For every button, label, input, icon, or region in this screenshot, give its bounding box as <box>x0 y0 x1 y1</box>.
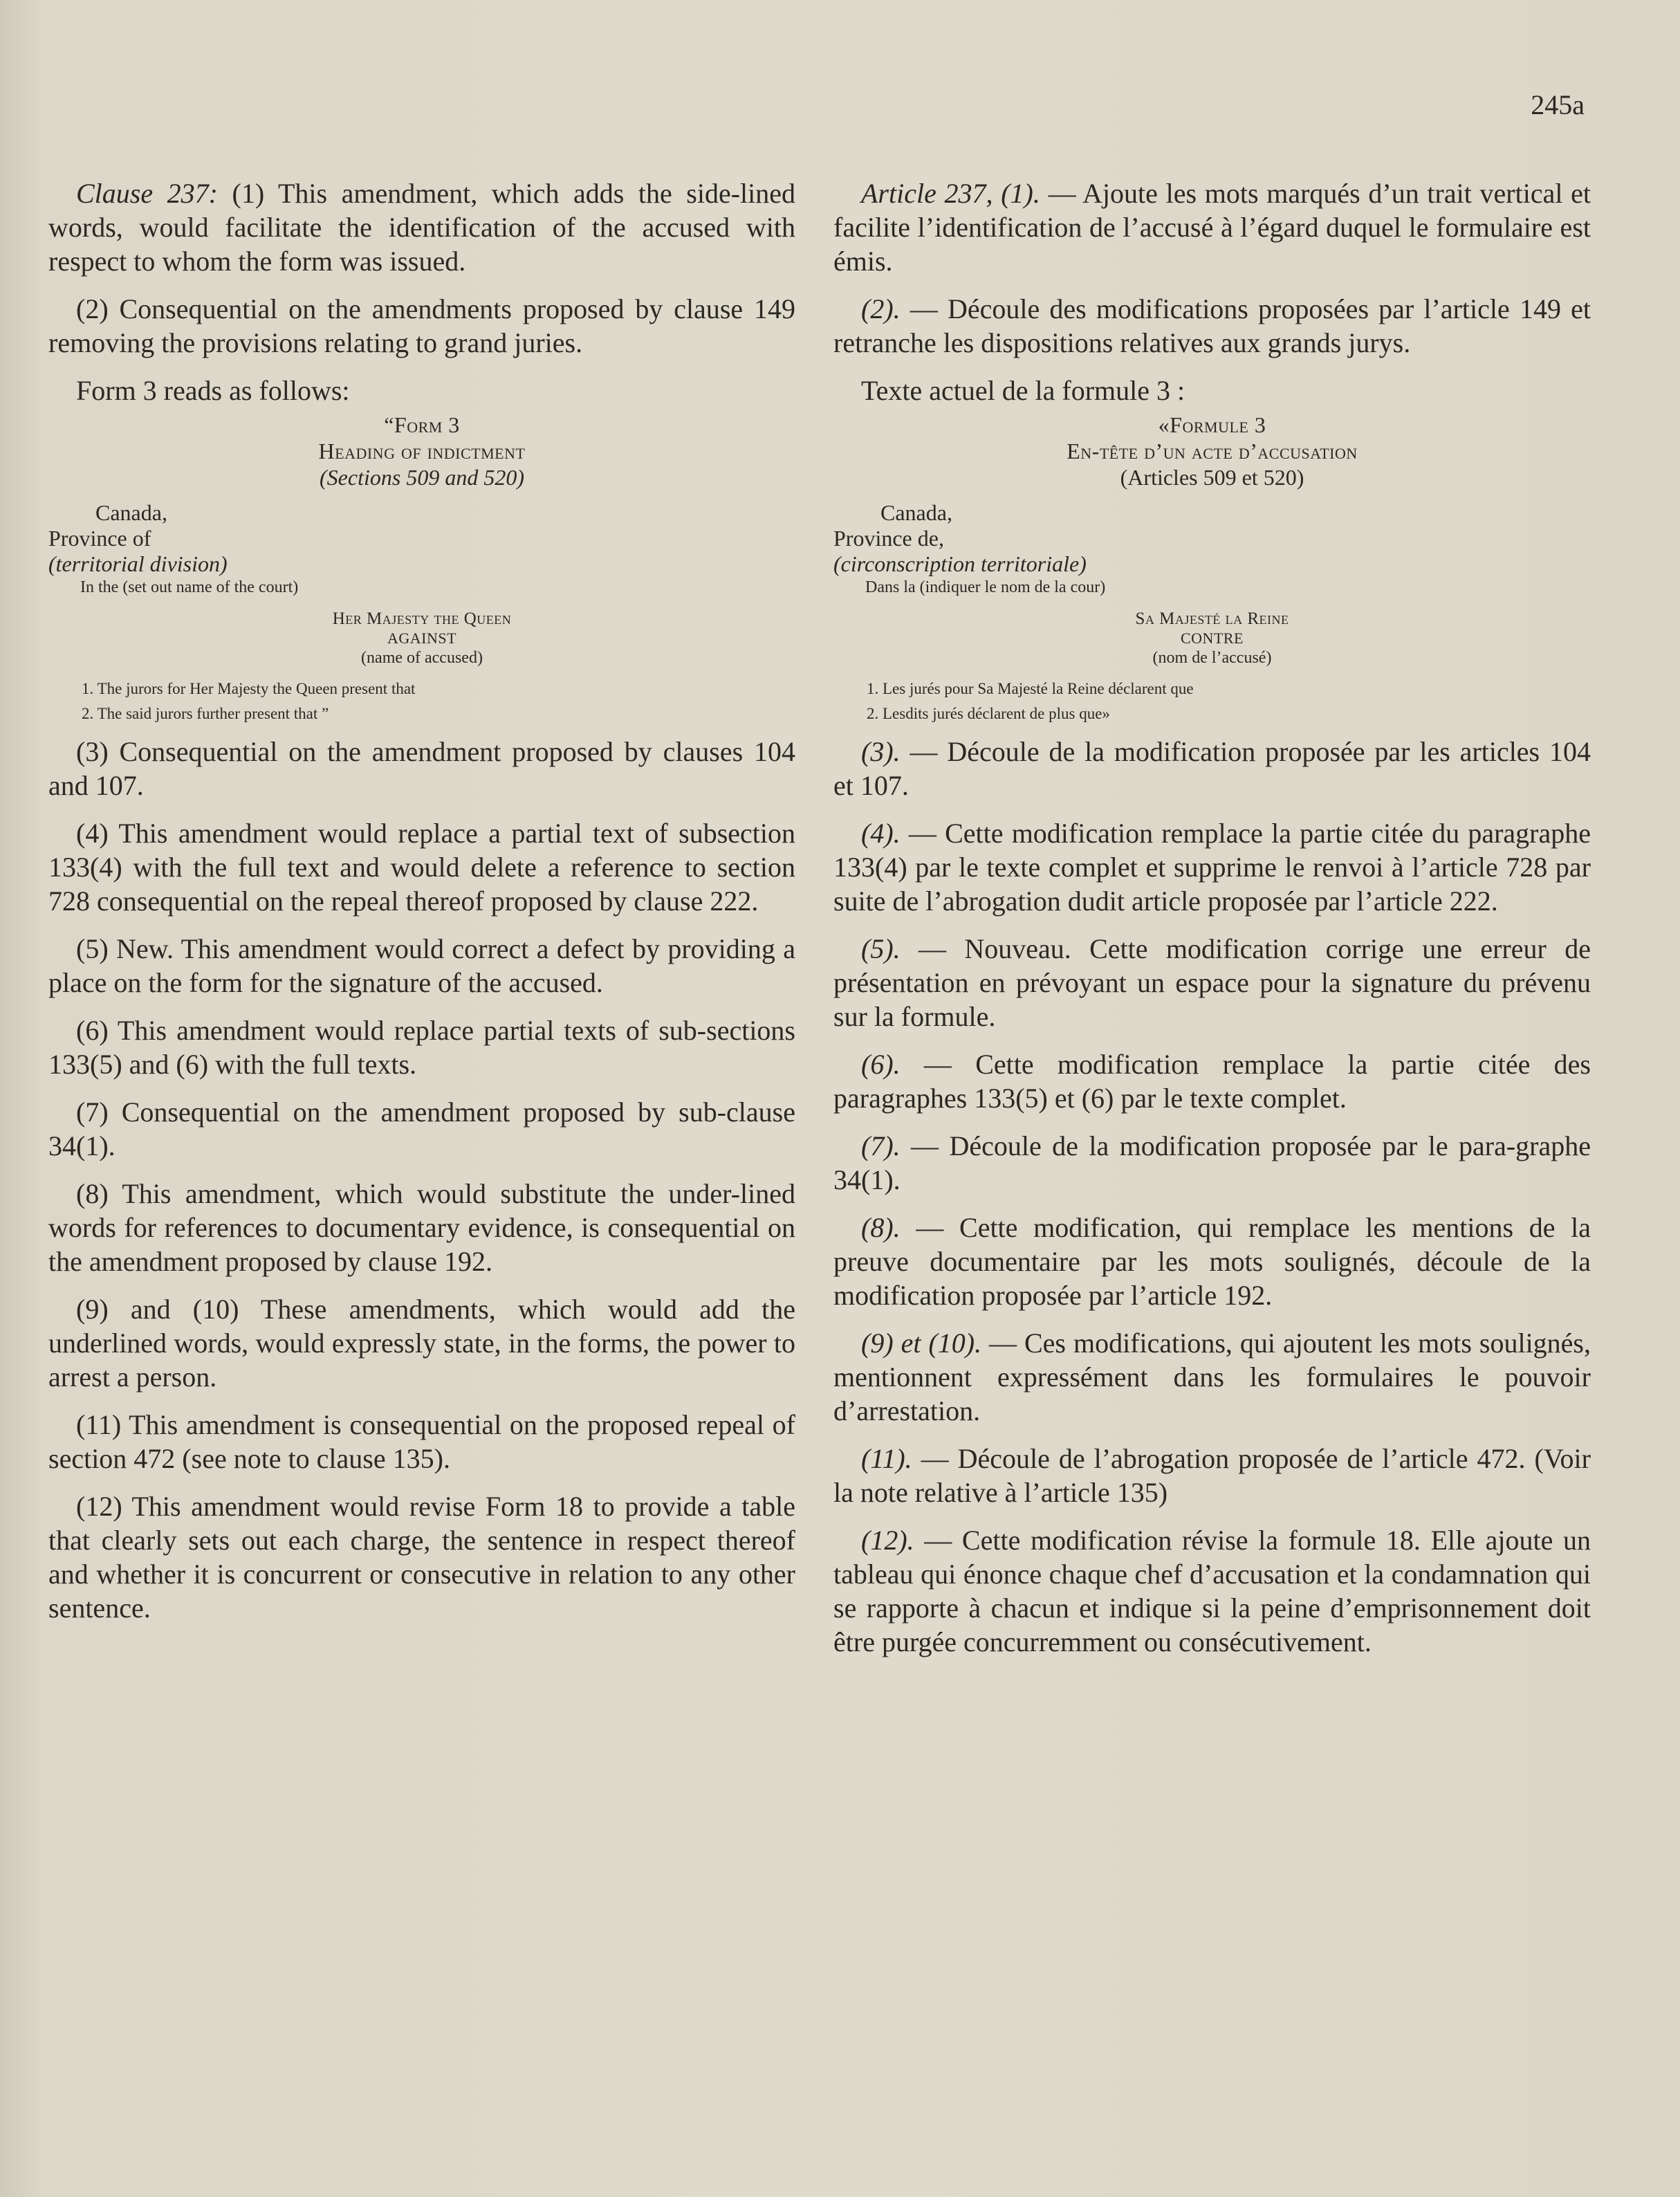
form-address <box>48 500 795 598</box>
form-accused: (name of accused) <box>361 649 483 667</box>
note-12: (12) This amendment would revise Form 18 to provide a table that clearly sets out each charge, the sentence in respect thereof and whether it is concurrent or consecutive in relation to any other sentence. <box>48 1491 795 1624</box>
form-3-quote <box>48 412 795 726</box>
form-intro: Form 3 reads as follows: <box>76 375 350 406</box>
form-sections-fr: (Articles 509 et 520) <box>1120 465 1304 490</box>
page-number: 245a <box>1531 89 1585 120</box>
form-division-fr: (circonscription territoriale) <box>833 551 1087 576</box>
form-province: Province of <box>48 526 151 551</box>
note-2-fr: (2). — Découle des modifications proposées par l’article 149 et retranche les dispositions relatives aux grands jurys. <box>833 293 1591 358</box>
note-11: (11) This amendment is consequential on the proposed repeal of section 472 (see note to clause 135). <box>48 1409 795 1474</box>
note-7: (7) Consequential on the amendment proposed by sub-clause 34(1). <box>48 1096 795 1161</box>
note-2: (2) Consequential on the amendments proposed by clause 149 removing the provisions relating to grand juries. <box>48 293 795 358</box>
form-queen-fr: Sa Majesté la Reine <box>1135 609 1289 628</box>
form-line-2-fr: 2. Lesdits jurés déclarent de plus que» <box>867 705 1110 722</box>
form-canada-fr: Canada, <box>880 500 952 525</box>
note-7-fr: (7). — Découle de la modification proposée par le para-graphe 34(1). <box>833 1130 1591 1195</box>
form-title: “Form 3 <box>384 412 460 437</box>
form-province-fr: Province de, <box>833 526 944 551</box>
french-column <box>833 176 1591 1673</box>
form-intro-fr: Texte actuel de la formule 3 : <box>861 375 1185 406</box>
form-line-1-fr: 1. Les jurés pour Sa Majesté la Reine déclarent que <box>867 680 1194 697</box>
note-12-fr: (12). — Cette modification révise la formule 18. Elle ajoute un tableau qui énonce chaque chef d’accusation et la condamnation qui se rapporte à chacun et indique si la peine d’emprisonnement doit être purgée concurremment ou consécutivement. <box>833 1525 1591 1657</box>
form-title-fr: «Formule 3 <box>1158 412 1266 437</box>
note-clause-237-1: Clause 237: (1) This amendment, which adds the side-lined words, would facilitate the identification of the accused with respect to whom the form was issued. <box>48 178 795 277</box>
note-4-fr: (4). — Cette modification remplace la partie citée du paragraphe 133(4) par le texte complet et supprime le renvoi à l’article 728 par suite de l’abrogation dudit article proposée par l’article 222. <box>833 818 1591 917</box>
note-5-fr: (5). — Nouveau. Cette modification corrige une erreur de présentation en prévoyant un espace pour la signature du prévenu sur la formule. <box>833 933 1591 1032</box>
note-8-fr: (8). — Cette modification, qui remplace les mentions de la preuve documentaire par les mots soulignés, découle de la modification proposée par l’article 192. <box>833 1212 1591 1311</box>
form-court: In the (set out name of the court) <box>80 578 299 596</box>
form-against: AGAINST <box>387 629 457 647</box>
english-column <box>48 176 795 1639</box>
clause-label: Clause 237: <box>76 178 218 209</box>
note-11-fr: (11). — Découle de l’abrogation proposée de l’article 472. (Voir la note relative à l’article 135) <box>833 1443 1591 1508</box>
article-label: Article 237, (1). <box>861 178 1040 209</box>
form-heading-fr: En-tête d’un acte d’accusation <box>1067 439 1358 463</box>
note-9-10-fr: (9) et (10). — Ces modifications, qui ajoutent les mots soulignés, mentionnent expressément dans les formulaires le pouvoir d’arrestation. <box>833 1327 1591 1426</box>
note-5: (5) New. This amendment would correct a defect by providing a place on the form for the signature of the accused. <box>48 933 795 998</box>
note-8: (8) This amendment, which would substitute the under-lined words for references to documentary evidence, is consequential on the amendment proposed by clause 192. <box>48 1178 795 1277</box>
note-6-fr: (6). — Cette modification remplace la partie citée des paragraphes 133(5) et (6) par le texte complet. <box>833 1049 1591 1114</box>
form-line-2: 2. The said jurors further present that ” <box>82 705 329 722</box>
note-article-237-1: Article 237, (1). — Ajoute les mots marqués d’un trait vertical et facilite l’identification de l’accusé à l’égard duquel le formulaire est émis. <box>833 178 1591 277</box>
note-4: (4) This amendment would replace a partial text of subsection 133(4) with the full text and would delete a reference to section 728 consequential on the repeal thereof proposed by clause 222. <box>48 818 795 917</box>
formule-3-quote <box>833 412 1591 726</box>
form-division: (territorial division) <box>48 551 228 576</box>
form-accused-fr: (nom de l’accusé) <box>1152 649 1272 667</box>
note-3-fr: (3). — Découle de la modification proposée par les articles 104 et 107. <box>833 736 1591 801</box>
form-line-1: 1. The jurors for Her Majesty the Queen present that <box>82 680 416 697</box>
form-address-fr <box>833 500 1591 598</box>
form-queen: Her Majesty the Queen <box>332 609 512 628</box>
form-canada: Canada, <box>95 500 167 525</box>
form-against-fr: CONTRE <box>1181 629 1244 647</box>
form-court-fr: Dans la (indiquer le nom de la cour) <box>865 578 1106 596</box>
note-6: (6) This amendment would replace partial texts of sub-sections 133(5) and (6) with the full texts. <box>48 1015 795 1080</box>
note-9-10: (9) and (10) These amendments, which would add the underlined words, would expressly state, in the forms, the power to arrest a person. <box>48 1294 795 1392</box>
note-3: (3) Consequential on the amendment proposed by clauses 104 and 107. <box>48 736 795 801</box>
form-sections: (Sections 509 and 520) <box>320 465 524 490</box>
form-heading: Heading of indictment <box>318 439 526 463</box>
